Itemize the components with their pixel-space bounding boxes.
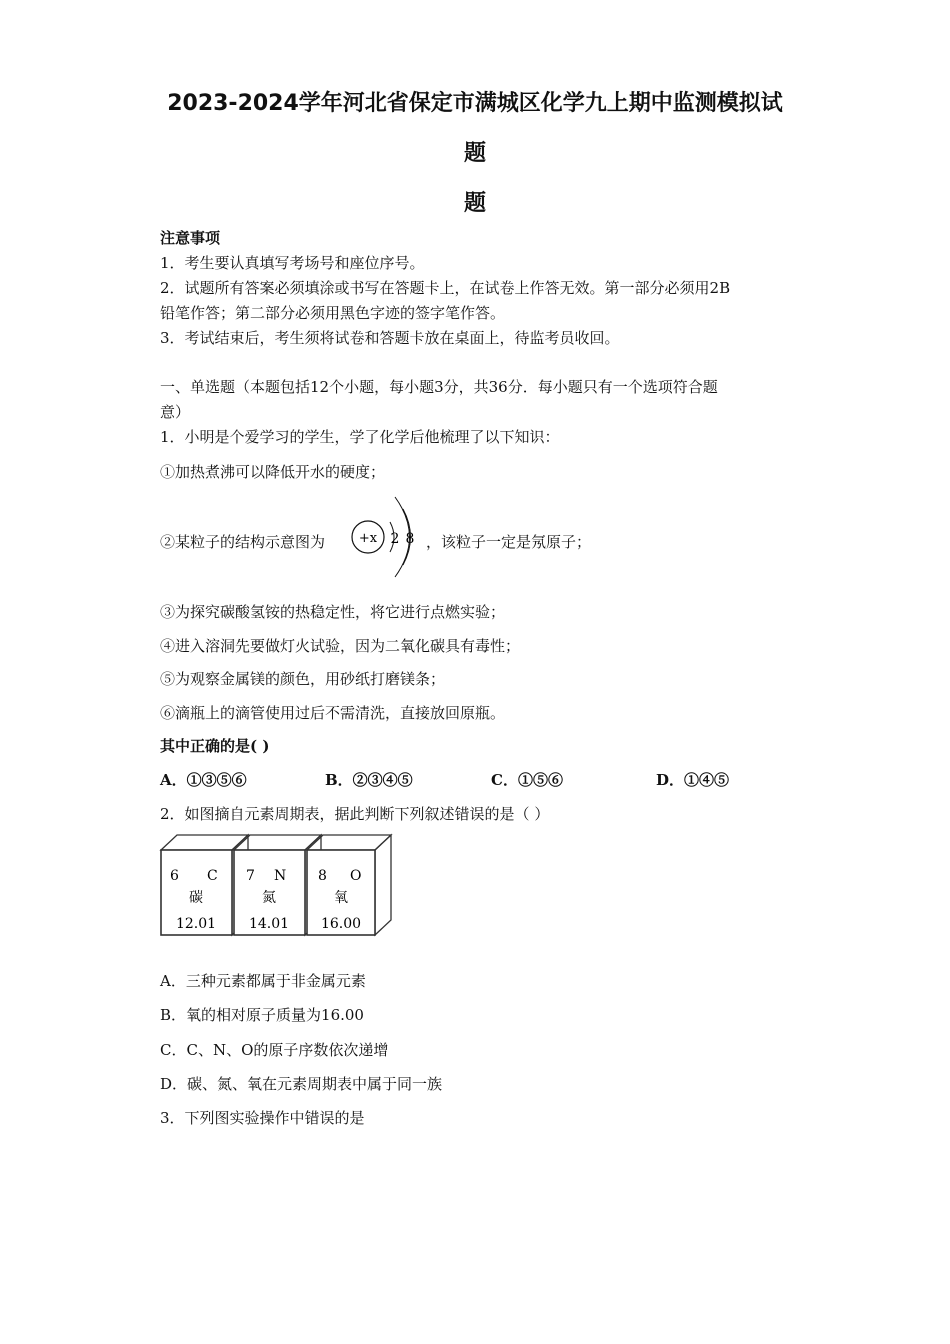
q2-option-a: A．三种元素都属于非金属元素	[160, 972, 366, 990]
notice-item-2: 2．试题所有答案必须填涂或书写在答题卡上，在试卷上作答无效。第一部分必须用2B	[160, 279, 731, 297]
nitrogen-number: 7	[246, 868, 255, 884]
carbon-mass: 12.01	[175, 916, 217, 932]
nitrogen-name: 氮	[262, 890, 276, 906]
shell-1-electrons: 2	[390, 531, 400, 547]
carbon-symbol: C	[207, 868, 218, 884]
q1-option-b: B．②③④⑤	[325, 771, 413, 789]
q2-option-b: B．氧的相对原子质量为16.00	[160, 1006, 364, 1024]
q1-statement-2-prefix: ②某粒子的结构示意图为	[160, 533, 326, 551]
shell-2-electrons: 8	[405, 531, 415, 547]
notice-item-1: 1．考生要认真填写考场号和座位序号。	[160, 254, 425, 272]
nitrogen-mass: 14.01	[248, 916, 290, 932]
q1-stem: 1．小明是个爱学习的学生，学了化学后他梳理了以下知识：	[160, 428, 560, 446]
notice-heading: 注意事项	[160, 229, 221, 247]
q1-ask: 其中正确的是( )	[160, 737, 270, 755]
element-cell-oxygen	[307, 835, 391, 935]
q2-option-c: C．C、N、O的原子序数依次递增	[160, 1041, 389, 1059]
carbon-number: 6	[170, 868, 179, 884]
q1-statement-1: ①加热煮沸可以降低开水的硬度；	[160, 463, 386, 481]
q1-option-c: C．①⑤⑥	[491, 771, 563, 789]
nucleus-charge: +x	[358, 531, 378, 546]
q1-option-a: A．①③⑤⑥	[160, 771, 247, 789]
q3-stem: 3．下列图实验操作中错误的是	[160, 1109, 365, 1127]
page-title-continued: 题	[463, 141, 486, 166]
oxygen-name: 氧	[334, 890, 348, 906]
carbon-name: 碳	[189, 890, 203, 906]
page-title-repeat: 题	[463, 191, 486, 216]
q2-option-d: D．碳、氮、氧在元素周期表中属于同一族	[160, 1075, 443, 1093]
notice-item-2-continued: 铅笔作答；第二部分必须用黑色字迹的签字笔作答。	[160, 304, 506, 322]
section-heading-continued: 意）	[160, 403, 191, 421]
q1-statement-5: ⑤为观察金属镁的颜色，用砂纸打磨镁条；	[160, 670, 446, 688]
section-heading: 一、单选题（本题包括12个小题，每小题3分，共36分．每小题只有一个选项符合题	[160, 378, 718, 396]
q1-statement-2-suffix: ，该粒子一定是氖原子；	[426, 533, 592, 551]
oxygen-number: 8	[318, 868, 327, 884]
q1-option-d: D．①④⑤	[656, 771, 730, 789]
oxygen-symbol: O	[350, 868, 362, 884]
q1-statement-6: ⑥滴瓶上的滴管使用过后不需清洗，直接放回原瓶。	[160, 704, 506, 722]
notice-item-3: 3．考试结束后，考生须将试卷和答题卡放在桌面上，待监考员收回。	[160, 329, 620, 347]
nitrogen-symbol: N	[274, 868, 287, 884]
atom-structure-diagram	[348, 492, 428, 582]
q1-statement-3: ③为探究碳酸氢铵的热稳定性，将它进行点燃实验；	[160, 603, 506, 621]
q1-statement-4: ④进入溶洞先要做灯火试验，因为二氧化碳具有毒性；	[160, 637, 521, 655]
page-title: 2023-2024学年河北省保定市满城区化学九上期中监测模拟试	[167, 91, 783, 116]
q2-stem: 2．如图摘自元素周期表，据此判断下列叙述错误的是（ ）	[160, 805, 550, 823]
periodic-table-excerpt	[158, 832, 398, 942]
oxygen-mass: 16.00	[320, 916, 362, 932]
